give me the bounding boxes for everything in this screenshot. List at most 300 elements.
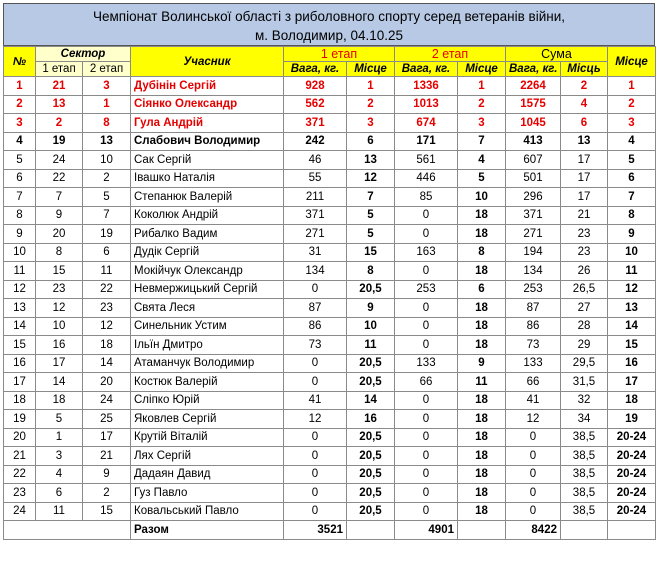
sector-stage1: 18 <box>36 391 83 410</box>
place-stage2: 3 <box>458 114 506 133</box>
weight-sum: 271 <box>506 225 561 244</box>
place-sum: 38,5 <box>561 465 608 484</box>
header-weight-1: Вага, кг. <box>284 62 347 77</box>
final-place: 14 <box>608 317 656 336</box>
final-place: 1 <box>608 77 656 96</box>
sector-stage2: 20 <box>83 373 131 392</box>
sector-stage1: 19 <box>36 132 83 151</box>
weight-stage2: 674 <box>395 114 458 133</box>
table-row <box>4 391 656 410</box>
sector-stage1: 1 <box>36 428 83 447</box>
place-stage1: 10 <box>347 317 395 336</box>
weight-stage1: 0 <box>284 502 347 521</box>
sector-stage2: 5 <box>83 188 131 207</box>
sector-stage1: 3 <box>36 447 83 466</box>
weight-sum: 0 <box>506 484 561 503</box>
place-stage1: 20,5 <box>347 447 395 466</box>
participant-name: Дадаян Давид <box>131 465 284 484</box>
participant-name: Синельник Устим <box>131 317 284 336</box>
table-row <box>4 465 656 484</box>
weight-stage1: 928 <box>284 77 347 96</box>
participant-name: Сліпко Юрій <box>131 391 284 410</box>
sector-stage2: 14 <box>83 354 131 373</box>
place-stage2: 9 <box>458 354 506 373</box>
weight-stage2: 446 <box>395 169 458 188</box>
participant-name: Слабович Володимир <box>131 132 284 151</box>
final-place: 15 <box>608 336 656 355</box>
place-sum: 34 <box>561 410 608 429</box>
weight-stage2: 0 <box>395 465 458 484</box>
weight-stage1: 134 <box>284 262 347 281</box>
row-num: 4 <box>4 132 36 151</box>
place-stage2: 6 <box>458 280 506 299</box>
sector-stage1: 6 <box>36 484 83 503</box>
row-num: 2 <box>4 95 36 114</box>
sector-stage2: 2 <box>83 169 131 188</box>
table-row <box>4 225 656 244</box>
weight-stage2: 0 <box>395 336 458 355</box>
place-stage2: 4 <box>458 151 506 170</box>
place-stage2: 7 <box>458 132 506 151</box>
place-sum: 38,5 <box>561 428 608 447</box>
weight-sum: 413 <box>506 132 561 151</box>
table-row <box>4 243 656 262</box>
participant-name: Дудік Сергій <box>131 243 284 262</box>
participant-name: Атаманчук Володимир <box>131 354 284 373</box>
place-sum: 26 <box>561 262 608 281</box>
weight-stage2: 1013 <box>395 95 458 114</box>
sector-stage2: 13 <box>83 132 131 151</box>
total-blank <box>4 521 131 540</box>
sector-stage2: 24 <box>83 391 131 410</box>
weight-stage1: 31 <box>284 243 347 262</box>
place-sum: 29,5 <box>561 354 608 373</box>
row-num: 16 <box>4 354 36 373</box>
weight-sum: 371 <box>506 206 561 225</box>
participant-name: Степанюк Валерій <box>131 188 284 207</box>
weight-stage2: 85 <box>395 188 458 207</box>
weight-sum: 0 <box>506 502 561 521</box>
sector-stage2: 1 <box>83 95 131 114</box>
row-num: 8 <box>4 206 36 225</box>
weight-stage1: 46 <box>284 151 347 170</box>
final-place: 20-24 <box>608 428 656 447</box>
sector-stage1: 14 <box>36 373 83 392</box>
sector-stage2: 11 <box>83 262 131 281</box>
weight-stage1: 0 <box>284 428 347 447</box>
weight-stage1: 211 <box>284 188 347 207</box>
place-stage1: 20,5 <box>347 373 395 392</box>
row-num: 6 <box>4 169 36 188</box>
place-stage1: 3 <box>347 114 395 133</box>
table-row <box>4 114 656 133</box>
place-sum: 17 <box>561 188 608 207</box>
header-sector-stage1: 1 етап <box>36 62 83 77</box>
final-place: 20-24 <box>608 447 656 466</box>
sector-stage1: 8 <box>36 243 83 262</box>
sector-stage1: 10 <box>36 317 83 336</box>
results-body <box>4 77 656 521</box>
weight-stage1: 41 <box>284 391 347 410</box>
header-num: № <box>4 47 36 77</box>
total-label: Разом <box>131 521 284 540</box>
row-num: 12 <box>4 280 36 299</box>
participant-name: Лях Сергій <box>131 447 284 466</box>
place-stage1: 12 <box>347 169 395 188</box>
row-num: 20 <box>4 428 36 447</box>
row-num: 1 <box>4 77 36 96</box>
final-place: 16 <box>608 354 656 373</box>
participant-name: Крутій Віталій <box>131 428 284 447</box>
sector-stage2: 3 <box>83 77 131 96</box>
weight-sum: 296 <box>506 188 561 207</box>
sector-stage2: 8 <box>83 114 131 133</box>
final-place: 6 <box>608 169 656 188</box>
participant-name: Гула Андрій <box>131 114 284 133</box>
participant-name: Невмержицький Сергій <box>131 280 284 299</box>
place-stage2: 18 <box>458 484 506 503</box>
header-place-sum: Місць <box>561 62 608 77</box>
sector-stage1: 5 <box>36 410 83 429</box>
participant-name: Сіянко Олександр <box>131 95 284 114</box>
weight-stage1: 86 <box>284 317 347 336</box>
place-stage1: 1 <box>347 77 395 96</box>
table-row <box>4 336 656 355</box>
place-sum: 17 <box>561 151 608 170</box>
place-stage1: 20,5 <box>347 280 395 299</box>
header-weight-sum: Вага, кг. <box>506 62 561 77</box>
sector-stage2: 17 <box>83 428 131 447</box>
table-row <box>4 262 656 281</box>
sector-stage1: 16 <box>36 336 83 355</box>
place-stage2: 18 <box>458 299 506 318</box>
place-stage1: 20,5 <box>347 502 395 521</box>
final-place: 5 <box>608 151 656 170</box>
place-stage1: 8 <box>347 262 395 281</box>
place-sum: 23 <box>561 243 608 262</box>
final-place: 8 <box>608 206 656 225</box>
sector-stage1: 2 <box>36 114 83 133</box>
weight-stage1: 87 <box>284 299 347 318</box>
final-place: 19 <box>608 410 656 429</box>
weight-stage1: 271 <box>284 225 347 244</box>
place-stage1: 5 <box>347 225 395 244</box>
place-stage1: 13 <box>347 151 395 170</box>
sector-stage1: 23 <box>36 280 83 299</box>
sector-stage1: 15 <box>36 262 83 281</box>
header-stage2-title: 2 етап <box>395 47 506 62</box>
total-blank-1 <box>347 521 395 540</box>
weight-sum: 253 <box>506 280 561 299</box>
table-row <box>4 206 656 225</box>
final-place: 20-24 <box>608 484 656 503</box>
weight-stage1: 0 <box>284 484 347 503</box>
place-stage2: 18 <box>458 336 506 355</box>
weight-sum: 133 <box>506 354 561 373</box>
row-num: 10 <box>4 243 36 262</box>
place-stage2: 18 <box>458 428 506 447</box>
place-stage1: 2 <box>347 95 395 114</box>
table-row <box>4 354 656 373</box>
final-place: 7 <box>608 188 656 207</box>
weight-sum: 1045 <box>506 114 561 133</box>
row-num: 17 <box>4 373 36 392</box>
sector-stage2: 19 <box>83 225 131 244</box>
total-blank-3 <box>561 521 608 540</box>
table-row <box>4 428 656 447</box>
header-row-1 <box>4 47 656 62</box>
place-stage1: 14 <box>347 391 395 410</box>
weight-stage2: 171 <box>395 132 458 151</box>
participant-name: Ільїн Дмитро <box>131 336 284 355</box>
sector-stage1: 13 <box>36 95 83 114</box>
total-row <box>4 521 656 540</box>
weight-sum: 66 <box>506 373 561 392</box>
row-num: 3 <box>4 114 36 133</box>
weight-stage1: 12 <box>284 410 347 429</box>
place-sum: 29 <box>561 336 608 355</box>
sector-stage2: 23 <box>83 299 131 318</box>
weight-stage1: 55 <box>284 169 347 188</box>
row-num: 19 <box>4 410 36 429</box>
weight-stage2: 0 <box>395 391 458 410</box>
final-place: 10 <box>608 243 656 262</box>
row-num: 15 <box>4 336 36 355</box>
place-sum: 38,5 <box>561 502 608 521</box>
weight-stage2: 561 <box>395 151 458 170</box>
weight-stage2: 0 <box>395 484 458 503</box>
weight-sum: 1575 <box>506 95 561 114</box>
place-stage1: 20,5 <box>347 484 395 503</box>
weight-stage2: 0 <box>395 317 458 336</box>
weight-stage1: 0 <box>284 280 347 299</box>
sector-stage1: 4 <box>36 465 83 484</box>
row-num: 24 <box>4 502 36 521</box>
table-row <box>4 299 656 318</box>
place-sum: 21 <box>561 206 608 225</box>
row-num: 11 <box>4 262 36 281</box>
participant-name: Костюк Валерій <box>131 373 284 392</box>
place-stage1: 9 <box>347 299 395 318</box>
weight-stage2: 66 <box>395 373 458 392</box>
row-num: 14 <box>4 317 36 336</box>
total-weight-1: 3521 <box>284 521 347 540</box>
table-row <box>4 280 656 299</box>
table-row <box>4 447 656 466</box>
place-stage2: 1 <box>458 77 506 96</box>
weight-stage2: 0 <box>395 447 458 466</box>
header-sector-stage2: 2 етап <box>83 62 131 77</box>
sector-stage2: 10 <box>83 151 131 170</box>
final-place: 20-24 <box>608 502 656 521</box>
header-weight-2: Вага, кг. <box>395 62 458 77</box>
final-place: 11 <box>608 262 656 281</box>
sector-stage2: 7 <box>83 206 131 225</box>
weight-sum: 134 <box>506 262 561 281</box>
place-stage1: 16 <box>347 410 395 429</box>
weight-stage2: 0 <box>395 299 458 318</box>
row-num: 21 <box>4 447 36 466</box>
sector-stage2: 15 <box>83 502 131 521</box>
weight-stage1: 0 <box>284 373 347 392</box>
sector-stage1: 21 <box>36 77 83 96</box>
sector-stage1: 24 <box>36 151 83 170</box>
header-sum-title: Сума <box>506 47 608 62</box>
place-stage2: 18 <box>458 391 506 410</box>
place-stage1: 20,5 <box>347 354 395 373</box>
sector-stage2: 22 <box>83 280 131 299</box>
weight-stage1: 0 <box>284 354 347 373</box>
place-stage2: 2 <box>458 95 506 114</box>
weight-sum: 86 <box>506 317 561 336</box>
sector-stage1: 22 <box>36 169 83 188</box>
table-row <box>4 502 656 521</box>
total-blank-4 <box>608 521 656 540</box>
place-sum: 28 <box>561 317 608 336</box>
place-stage1: 5 <box>347 206 395 225</box>
final-place: 3 <box>608 114 656 133</box>
weight-stage1: 242 <box>284 132 347 151</box>
participant-name: Свята Леся <box>131 299 284 318</box>
weight-sum: 41 <box>506 391 561 410</box>
header-place-1: Місце <box>347 62 395 77</box>
weight-sum: 73 <box>506 336 561 355</box>
row-num: 5 <box>4 151 36 170</box>
place-stage2: 10 <box>458 188 506 207</box>
table-row <box>4 317 656 336</box>
row-num: 7 <box>4 188 36 207</box>
sector-stage2: 9 <box>83 465 131 484</box>
weight-stage2: 1336 <box>395 77 458 96</box>
place-sum: 2 <box>561 77 608 96</box>
participant-name: Гуз Павло <box>131 484 284 503</box>
weight-sum: 501 <box>506 169 561 188</box>
participant-name: Рибалко Вадим <box>131 225 284 244</box>
table-row <box>4 188 656 207</box>
table-row <box>4 373 656 392</box>
weight-stage2: 0 <box>395 225 458 244</box>
weight-sum: 2264 <box>506 77 561 96</box>
table-row <box>4 95 656 114</box>
sector-stage1: 20 <box>36 225 83 244</box>
final-place: 20-24 <box>608 465 656 484</box>
place-stage2: 18 <box>458 447 506 466</box>
table-row <box>4 410 656 429</box>
row-num: 18 <box>4 391 36 410</box>
place-sum: 27 <box>561 299 608 318</box>
total-weight-sum: 8422 <box>506 521 561 540</box>
header-row-2 <box>4 62 656 77</box>
weight-stage2: 0 <box>395 428 458 447</box>
header-place: Місце <box>608 47 656 77</box>
participant-name: Сак Сергій <box>131 151 284 170</box>
place-stage1: 11 <box>347 336 395 355</box>
header-sector: Сектор <box>36 47 131 62</box>
sheet-title <box>3 3 655 46</box>
place-sum: 23 <box>561 225 608 244</box>
place-stage2: 18 <box>458 225 506 244</box>
weight-stage1: 562 <box>284 95 347 114</box>
final-place: 17 <box>608 373 656 392</box>
row-num: 9 <box>4 225 36 244</box>
sector-stage1: 17 <box>36 354 83 373</box>
sector-stage2: 2 <box>83 484 131 503</box>
row-num: 13 <box>4 299 36 318</box>
participant-name: Коколюк Андрій <box>131 206 284 225</box>
results-table <box>3 46 656 540</box>
sector-stage1: 11 <box>36 502 83 521</box>
sector-stage2: 18 <box>83 336 131 355</box>
weight-stage1: 0 <box>284 447 347 466</box>
table-row <box>4 77 656 96</box>
weight-stage2: 253 <box>395 280 458 299</box>
sector-stage2: 25 <box>83 410 131 429</box>
header-place-2: Місце <box>458 62 506 77</box>
sector-stage2: 12 <box>83 317 131 336</box>
place-stage2: 18 <box>458 317 506 336</box>
weight-stage2: 0 <box>395 262 458 281</box>
place-stage2: 18 <box>458 465 506 484</box>
sector-stage1: 9 <box>36 206 83 225</box>
place-sum: 31,5 <box>561 373 608 392</box>
title-line-2: м. Володимир, 04.10.25 <box>254 28 404 43</box>
place-sum: 38,5 <box>561 484 608 503</box>
weight-stage1: 0 <box>284 465 347 484</box>
row-num: 22 <box>4 465 36 484</box>
place-stage1: 15 <box>347 243 395 262</box>
place-stage2: 5 <box>458 169 506 188</box>
final-place: 9 <box>608 225 656 244</box>
place-stage1: 7 <box>347 188 395 207</box>
participant-name: Мокійчук Олександр <box>131 262 284 281</box>
place-sum: 6 <box>561 114 608 133</box>
weight-sum: 0 <box>506 428 561 447</box>
header-participant: Учасник <box>131 47 284 77</box>
weight-stage2: 0 <box>395 206 458 225</box>
weight-stage2: 133 <box>395 354 458 373</box>
place-stage2: 18 <box>458 502 506 521</box>
place-stage1: 20,5 <box>347 465 395 484</box>
participant-name: Ковальський Павло <box>131 502 284 521</box>
row-num: 23 <box>4 484 36 503</box>
table-row <box>4 484 656 503</box>
weight-stage2: 163 <box>395 243 458 262</box>
table-row <box>4 169 656 188</box>
total-blank-2 <box>458 521 506 540</box>
weight-stage1: 371 <box>284 206 347 225</box>
header-stage1-title: 1 етап <box>284 47 395 62</box>
place-stage1: 6 <box>347 132 395 151</box>
place-stage2: 18 <box>458 262 506 281</box>
sector-stage2: 6 <box>83 243 131 262</box>
place-stage1: 20,5 <box>347 428 395 447</box>
weight-sum: 607 <box>506 151 561 170</box>
place-sum: 4 <box>561 95 608 114</box>
sector-stage1: 12 <box>36 299 83 318</box>
weight-stage1: 73 <box>284 336 347 355</box>
place-sum: 13 <box>561 132 608 151</box>
place-sum: 38,5 <box>561 447 608 466</box>
title-line-1: Чемпіонат Волинської області з риболовного спорту серед ветеранів війни, <box>92 9 566 24</box>
place-sum: 32 <box>561 391 608 410</box>
weight-stage1: 371 <box>284 114 347 133</box>
participant-name: Яковлев Сергій <box>131 410 284 429</box>
place-stage2: 8 <box>458 243 506 262</box>
table-row <box>4 151 656 170</box>
participant-name: Івашко Наталія <box>131 169 284 188</box>
final-place: 12 <box>608 280 656 299</box>
place-sum: 17 <box>561 169 608 188</box>
